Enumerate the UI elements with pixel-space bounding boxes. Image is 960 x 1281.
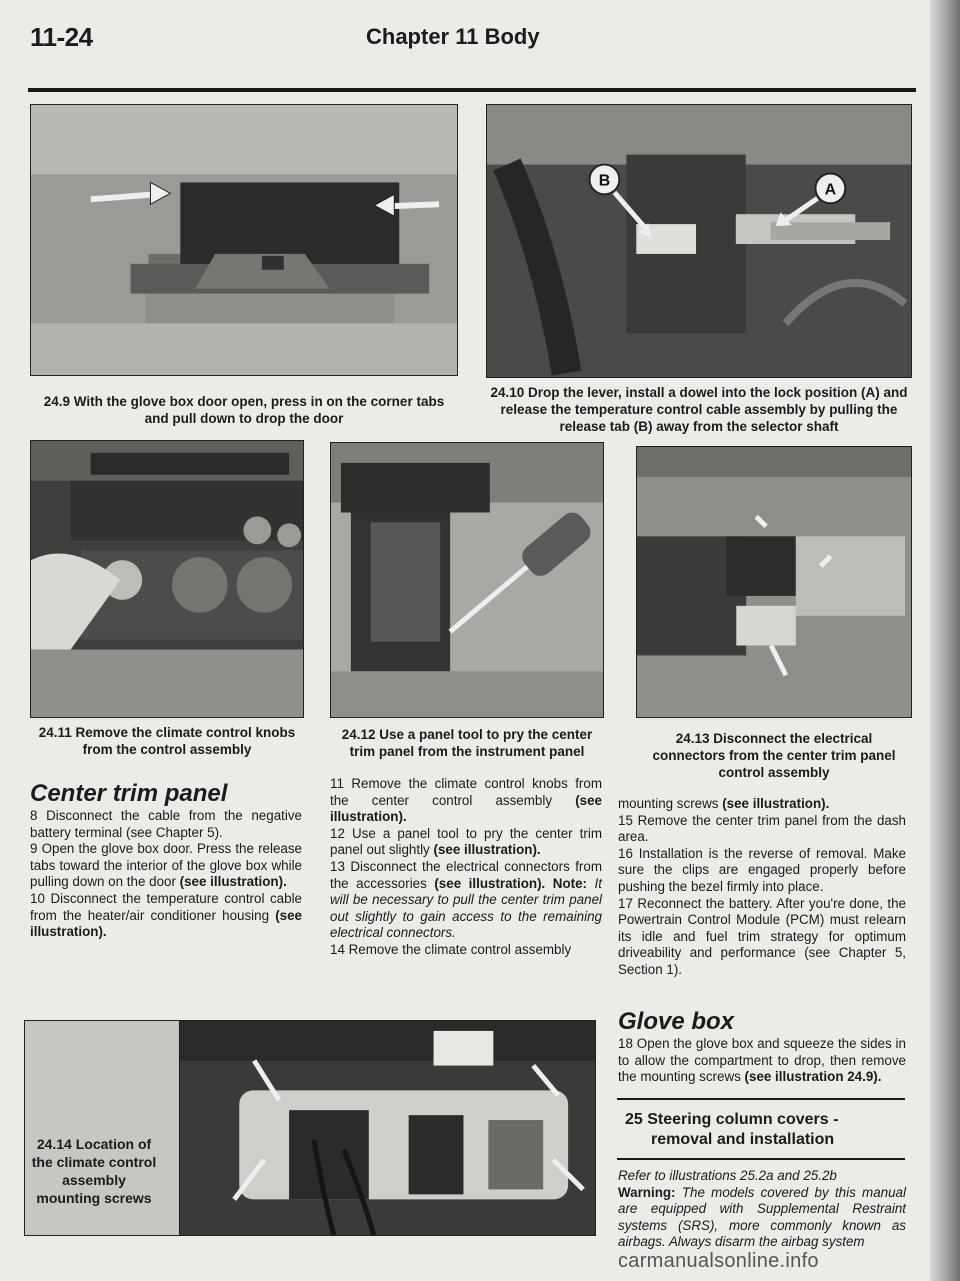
photo-electrical-connectors (636, 446, 912, 718)
caption-24-14 (24, 1135, 164, 1207)
caption-24-9-line2: and pull down to drop the door (144, 411, 344, 426)
watermark: carmanualsonline.info (618, 1250, 819, 1272)
para-9-num: 9 (30, 841, 38, 857)
para-13-note: It will be necessary to pull the center trim panel out slightly to gain access to the remaining electrical connectors. (330, 875, 602, 941)
caption-24-14-line4: mounting screws (36, 1190, 152, 1206)
para-17: Reconnect the battery. After you're done, the Powertrain Control Module (PCM) must relearn its idle and fuel trim strategy for optimum driveability and performance (see Chapter 5, Section 1). (618, 895, 906, 977)
section-25-title-line1: 25 Steering column covers - (625, 1111, 839, 1128)
para-14-cont: mounting screws (618, 796, 723, 811)
para-10-ref[interactable]: (see illustration). (30, 907, 302, 940)
chapter-title: Chapter 11 Body (366, 24, 540, 49)
page-edge-shadow (930, 0, 960, 1281)
section-25-text (618, 1168, 906, 1251)
caption-24-11-line2: from the control assembly (82, 742, 252, 757)
caption-24-12-line1: 24.12 Use a panel tool to pry the center (341, 727, 593, 742)
para-8-num: 8 (30, 808, 38, 823)
caption-24-13-line1: 24.13 Disconnect the electrical (675, 731, 873, 746)
photo-temperature-cable (486, 104, 912, 378)
caption-24-13-line2: connectors from the center trim panel (652, 748, 896, 763)
section-25-header (617, 1098, 905, 1160)
para-10: Disconnect the temperature control cable from the heater/air conditioner housing (30, 890, 302, 923)
para-13-num: 13 (330, 858, 345, 874)
warning-text: The models covered by this manual are equipped with Supplemental Restraint systems (SRS), more commonly known as airbags. Always disarm the airbag system (618, 1184, 906, 1250)
para-18: Open the glove box and squeeze the sides in to allow the compartment to drop, then remove the mounting screws (618, 1036, 906, 1085)
heading-glove-box: Glove box (618, 1008, 735, 1035)
photo-glove-box (30, 104, 458, 376)
caption-24-10-line1: 24.10 Drop the lever, install a dowel into the lock position (A) and (490, 385, 908, 400)
para-14-num: 14 (330, 941, 345, 957)
para-14-ref[interactable]: (see illustration). (722, 796, 830, 811)
para-12-ref[interactable]: (see illustration). (433, 842, 541, 858)
page-number: 11-24 (30, 22, 93, 52)
header-rule (28, 88, 916, 92)
para-9: Open the glove box door. Press the release tabs toward the interior of the glove box while pulling down on the door (30, 841, 302, 890)
caption-24-10-line2: release the temperature control cable assembly by pulling the (500, 402, 898, 417)
warning-label: Warning: (618, 1184, 676, 1200)
para-15: Remove the center trim panel from the dash area. (618, 812, 906, 845)
para-12-num: 12 (330, 825, 345, 841)
para-16-num: 16 (618, 845, 633, 861)
column-3-text (618, 796, 906, 979)
label-a: A (824, 181, 837, 199)
para-12: Use a panel tool to pry the center trim panel out slightly (330, 825, 602, 858)
heading-center-trim-panel: Center trim panel (30, 780, 228, 807)
para-11-ref[interactable]: (see illustration). (330, 792, 602, 825)
caption-24-13-line3: control assembly (718, 765, 830, 780)
section-25-title-line2: removal and installation (651, 1131, 835, 1148)
column-2-text (330, 776, 602, 959)
para-13: Disconnect the electrical connectors from the accessories (330, 858, 602, 891)
para-18-ref[interactable]: (see illustration 24.9). (744, 1069, 882, 1085)
para-18-num: 18 (618, 1036, 633, 1051)
para-9-ref[interactable]: (see illustration). (179, 874, 287, 890)
caption-24-14-line2: the climate control (31, 1154, 157, 1170)
glove-box-text (618, 1036, 906, 1086)
para-11: Remove the climate control knobs from the center control assembly (330, 776, 602, 808)
para-15-num: 15 (618, 812, 633, 828)
para-17-num: 17 (618, 895, 633, 911)
refer-illustrations: Refer to illustrations 25.2a and 25.2b (618, 1168, 837, 1183)
caption-24-11-line1: 24.11 Remove the climate control knobs (38, 725, 296, 740)
para-13-ref[interactable]: (see illustration). Note: (434, 875, 588, 891)
photo-climate-knobs (30, 440, 304, 718)
caption-24-12-line2: trim panel from the instrument panel (349, 744, 585, 759)
para-10-num: 10 (30, 890, 45, 906)
caption-24-14-line3: assembly (62, 1172, 126, 1188)
caption-24-14-line1: 24.14 Location of (36, 1136, 152, 1152)
photo-pry-trim-panel (330, 442, 604, 718)
para-16: Installation is the reverse of removal. Make sure the clips are engaged properly before pushing the bezel firmly into place. (618, 845, 906, 894)
section-25-rule-bottom (617, 1158, 905, 1160)
para-8: Disconnect the cable from the negative battery terminal (see Chapter 5). (30, 808, 302, 840)
caption-24-9-line1: 24.9 With the glove box door open, press in on the corner tabs (43, 394, 445, 409)
caption-24-10-line3: release tab (B) away from the selector shaft (559, 419, 839, 434)
label-b: B (598, 172, 611, 190)
column-1-text (30, 808, 302, 941)
para-11-num: 11 (330, 776, 344, 791)
para-14: Remove the climate control assembly (348, 941, 572, 957)
